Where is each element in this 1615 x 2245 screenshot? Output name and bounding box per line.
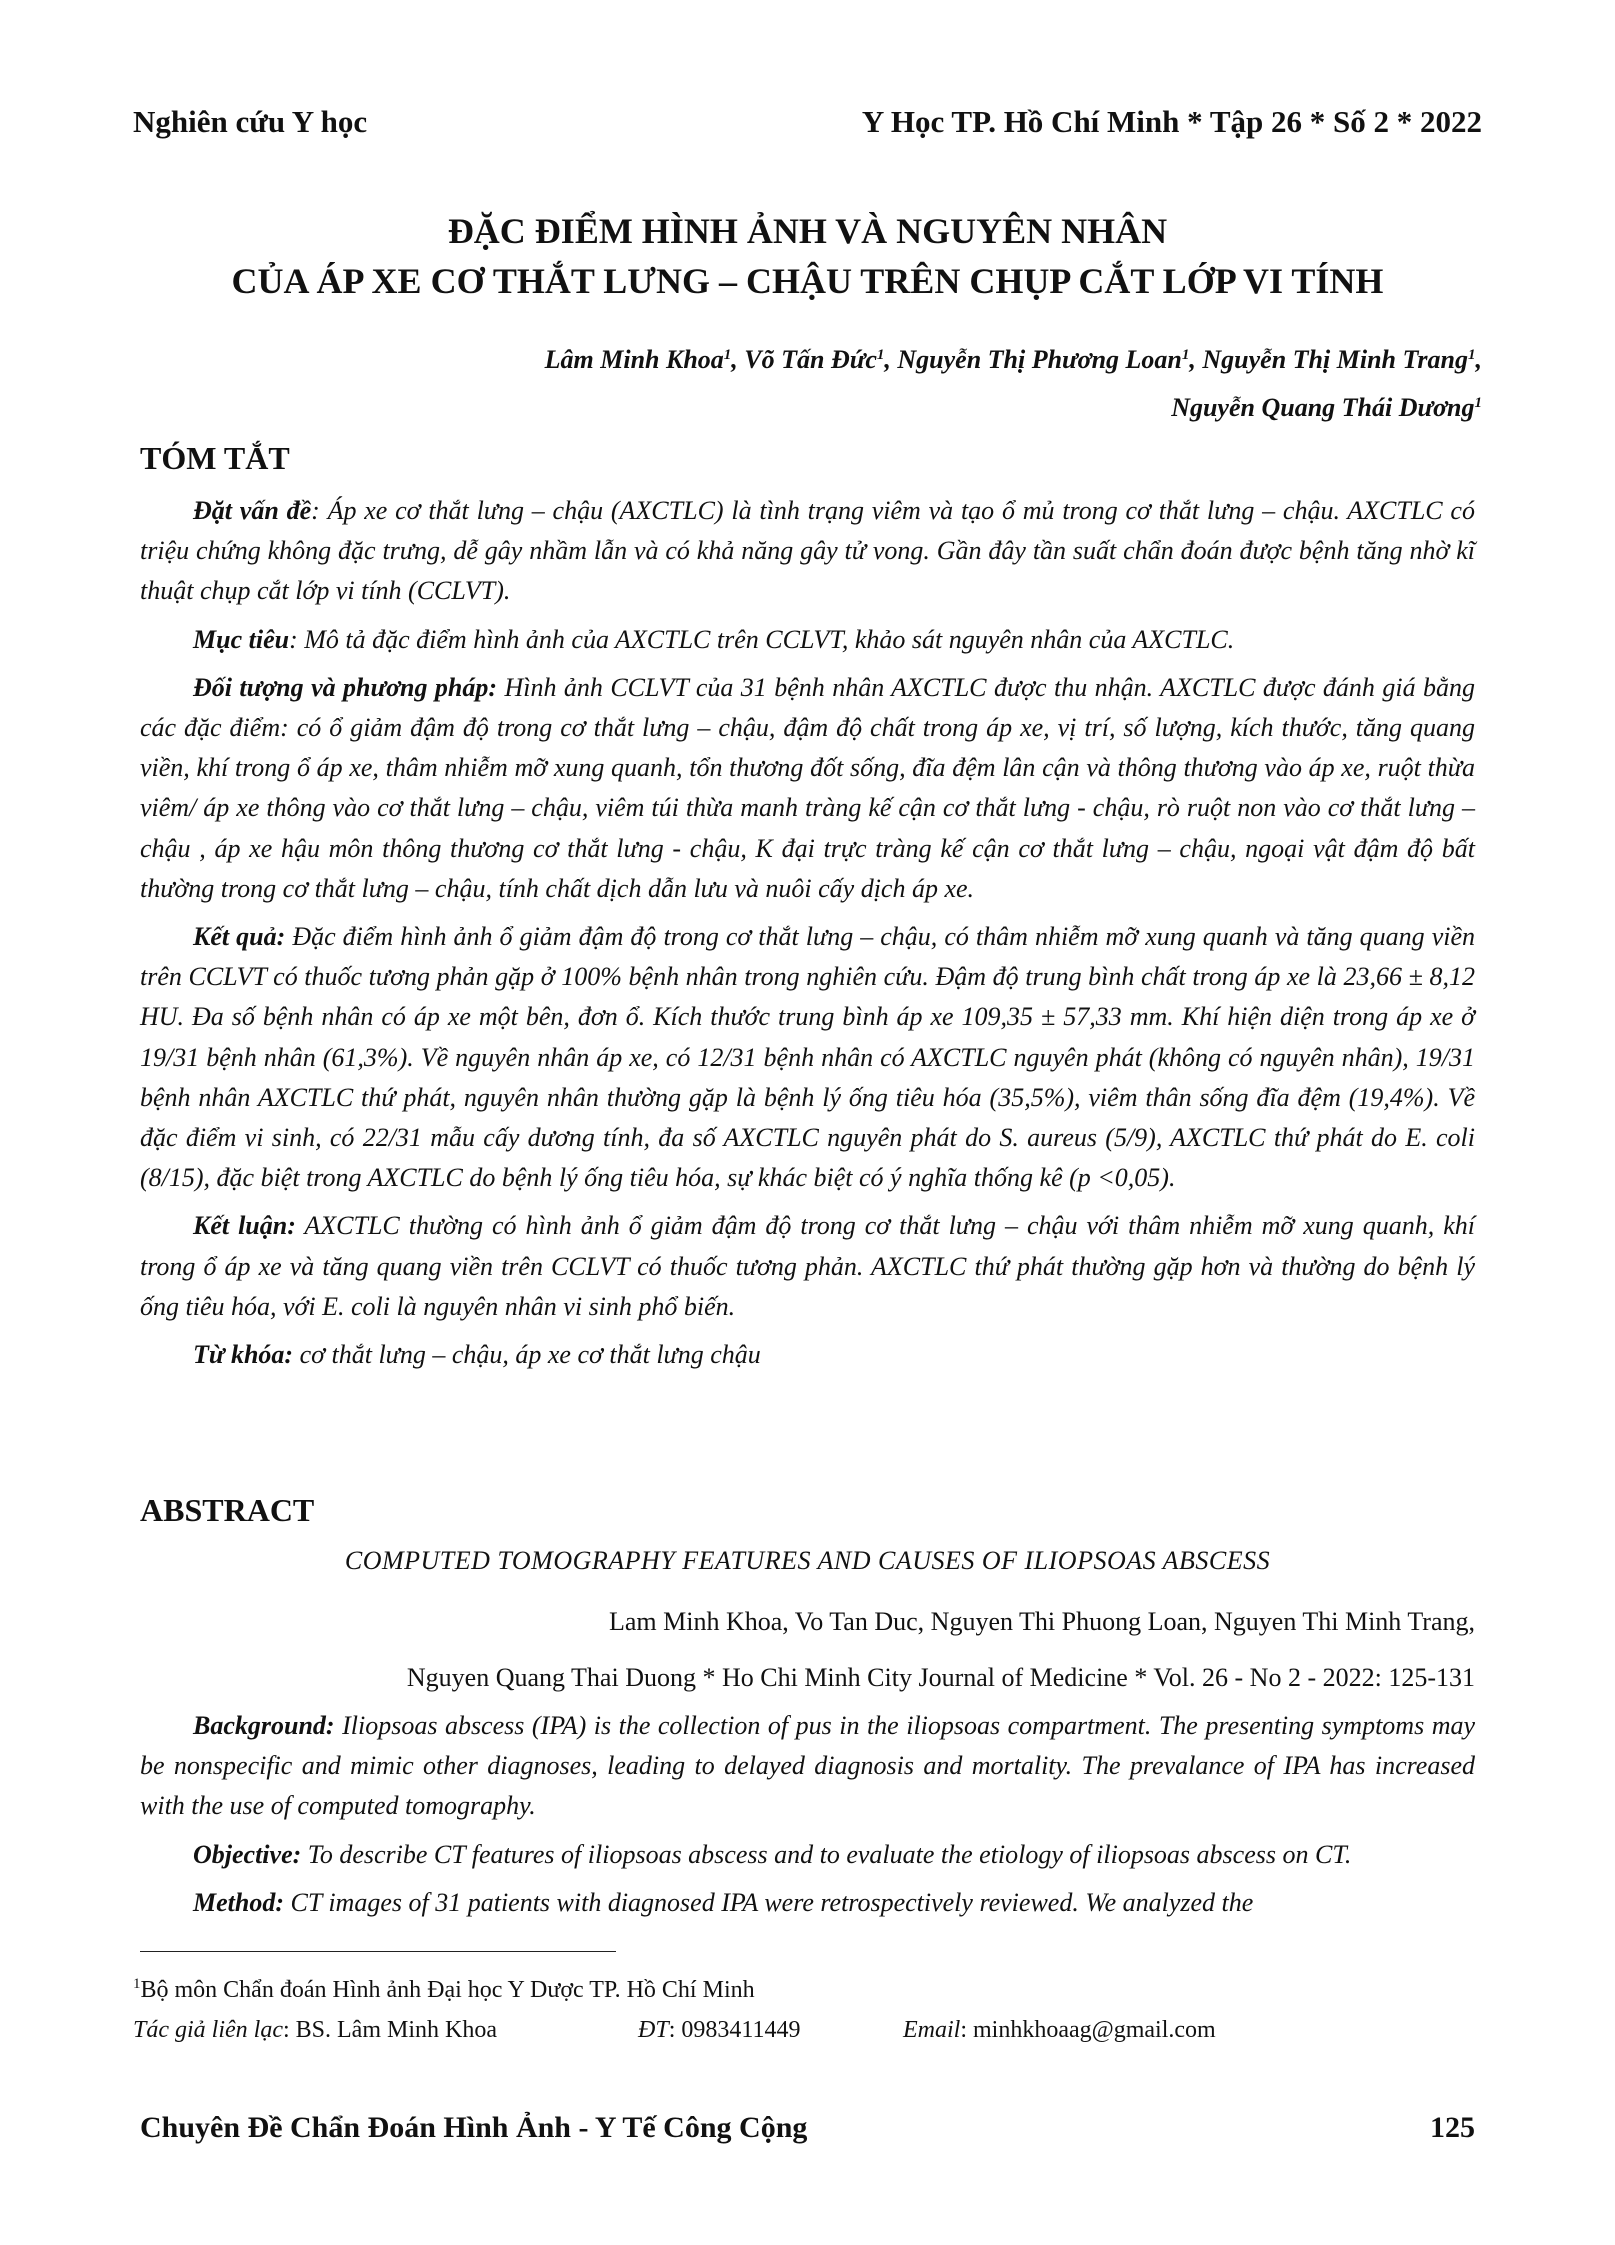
author-line-1 [282,336,1482,384]
paragraph-label: Từ khóa: [193,1340,294,1370]
paragraph-label: Method: [193,1887,284,1917]
english-author-citation [175,1594,1475,1706]
paragraph-text: AXCTLC thường có hình ảnh ổ giảm đậm độ trong cơ thắt lưng – chậu với thâm nhiễm mỡ xung quanh, khí trong ổ áp xe và tăng quang viền trên CCLVT có thuốc tương phản. AXCTLC thứ phát thường gặp hơn và thường do bệnh lý ống tiêu hóa, với E. coli là nguyên nhân vi sinh phổ biến. [140,1211,1475,1321]
affiliation-line [133,1970,1482,2010]
paragraph-text: Đặc điểm hình ảnh ổ giảm đậm độ trong cơ thắt lưng – chậu, có thâm nhiễm mỡ xung quanh và tăng quang viền trên CCLVT có thuốc tương phản gặp ở 100% bệnh nhân trong nghiên cứu. Đậm độ trung bình chất trong áp xe là 23,66 ± 8,12 HU. Đa số bệnh nhân có áp xe một bên, đơn ổ. Kích thước trung bình áp xe 109,35 ± 57,33 mm. Khí hiện diện trong áp xe ở 19/31 bệnh nhân (61,3%). Về nguyên nhân áp xe, có 12/31 bệnh nhân có AXCTLC nguyên phát (không có nguyên nhân), 19/31 bệnh nhân AXCTLC thứ phát, nguyên nhân thường gặp là bệnh lý ống tiêu hóa (35,5%), viêm thân sống đĩa đệm (19,4%). Về đặc điểm vi sinh, có 22/31 mẫu cấy dương tính, đa số AXCTLC nguyên phát do S. aureus (5/9), AXCTLC thứ phát do E. coli (8/15), đặc biệt trong AXCTLC do bệnh lý ống tiêu hóa, sự khác biệt có ý nghĩa thống kê (p <0,05). [140,922,1475,1193]
footnote-divider [140,1951,616,1952]
contact-author [133,2010,497,2050]
section-heading-abstract: ABSTRACT [140,1492,315,1528]
abstract-paragraph [140,491,1475,612]
abstract-body [140,1706,1475,1931]
contact-value: : BS. Lâm Minh Khoa [282,2017,497,2043]
author-separator: , [1189,345,1203,374]
author-separator: , [1475,345,1482,374]
author-name: Nguyễn Quang Thái Dương [1171,393,1475,422]
author-affiliation-mark: 1 [1474,395,1482,411]
paragraph-text: To describe CT features of iliopsoas abscess and to evaluate the etiology of iliopsoas abscess on CT. [307,1839,1352,1869]
paragraph-text: cơ thắt lưng – chậu, áp xe cơ thắt lưng chậu [299,1340,761,1370]
author-line-2 [282,384,1482,432]
paragraph-label-separator: : [289,624,305,654]
paragraph-text: Hình ảnh CCLVT của 31 bệnh nhân AXCTLC được thu nhận. AXCTLC được đánh giá bằng các đặc điểm: có ổ giảm đậm độ trong cơ thắt lưng – chậu, đậm độ chất trong áp xe, vị trí, số lượng, kích thước, tăng quang viền, khí trong ổ áp xe, thâm nhiễm mỡ xung quanh, tổn thương đốt sống, đĩa đệm lân cận và thông thương vào áp xe, ruột thừa viêm/ áp xe thông vào cơ thắt lưng – chậu, viêm túi thừa manh tràng kế cận cơ thắt lưng - chậu, rò ruột non vào cơ thắt lưng – chậu , áp xe hậu môn thông thương cơ thắt lưng - chậu, K đại trực tràng kế cận cơ thắt lưng – chậu, ngoại vật đậm độ bất thường trong cơ thắt lưng – chậu, tính chất dịch dẫn lưu và nuôi cấy dịch áp xe. [140,672,1475,903]
abstract-paragraph [140,620,1475,660]
paragraph-label: Kết luận: [193,1211,296,1241]
keywords-paragraph [140,1335,1475,1375]
author-separator: , [884,345,898,374]
paragraph-label: Đối tượng và phương pháp: [193,672,498,702]
paragraph-label: Đặt vấn đề [193,496,312,525]
contact-label: Tác giả liên lạc [133,2017,283,2043]
paragraph-text: CT images of 31 patients with diagnosed IPA were retrospectively reviewed. We analyzed the [290,1887,1254,1917]
author-name: Võ Tấn Đức [744,345,877,374]
article-title-line1: ĐẶC ĐIỂM HÌNH ẢNH VÀ NGUYÊN NHÂN [447,211,1168,251]
email-value: : minhkhoaag@gmail.com [960,2017,1216,2043]
author-affiliation-mark: 1 [876,347,885,363]
contact-phone [638,2010,800,2050]
paragraph-label: Kết quả: [193,922,286,952]
english-authors-line1: Lam Minh Khoa, Vo Tan Duc, Nguyen Thi Phuong Loan, Nguyen Thi Minh Trang, [608,1607,1475,1636]
abstract-paragraph [140,1706,1475,1827]
paragraph-text: Iliopsoas abscess (IPA) is the collection of pus in the iliopsoas compartment. The presenting symptoms may be nonspecific and mimic other diagnoses, leading to delayed diagnosis and mortality. The prevalance of IPA has increased with the use of computed tomography. [140,1711,1476,1821]
running-header-section: Nghiên cứu Y học [133,104,368,139]
paragraph-label: Mục tiêu [193,624,290,654]
contact-line [133,2010,1482,2050]
paragraph-text: Mô tả đặc điểm hình ảnh của AXCTLC trên CCLVT, khảo sát nguyên nhân của AXCTLC. [304,624,1235,654]
section-heading-tomtat: TÓM TẮT [140,440,290,476]
abstract-paragraph [140,1835,1475,1875]
paragraph-text: Áp xe cơ thắt lưng – chậu (AXCTLC) là tình trạng viêm và tạo ổ mủ trong cơ thắt lưng – chậu. AXCTLC có triệu chứng không đặc trưng, dễ gây nhầm lẫn và có khả năng gây tử vong. Gần đây tần suất chẩn đoán được bệnh tăng nhờ kĩ thuật chụp cắt lớp vi tính (CCLVT). [140,496,1475,606]
abstract-paragraph [140,917,1475,1198]
author-list [282,336,1482,432]
paragraph-label-separator: : [311,496,328,525]
running-header-journal: Y Học TP. Hồ Chí Minh * Tập 26 * Số 2 * 2022 [861,104,1482,139]
author-affiliation-mark: 1 [723,347,732,363]
paragraph-label: Objective: [193,1839,302,1869]
english-authors-line2: Nguyen Quang Thai Duong * Ho Chi Minh City Journal of Medicine * Vol. 26 - No 2 - 2022: 125-131 [406,1663,1475,1692]
paragraph-label: Background: [193,1711,335,1740]
author-affiliation-mark: 1 [1181,347,1190,363]
affiliation-text: Bộ môn Chẩn đoán Hình ảnh Đại học Y Dược TP. Hồ Chí Minh [140,1977,755,2003]
author-name: Nguyễn Thị Minh Trang [1202,345,1468,374]
running-footer-issue: Chuyên Đề Chẩn Đoán Hình Ảnh - Y Tế Công Cộng [140,2111,808,2144]
tomtat-body [140,491,1475,1383]
phone-label: ĐT [638,2017,669,2043]
abstract-paragraph [140,1206,1475,1327]
article-title-line2: CỦA ÁP XE CƠ THẮT LƯNG – CHẬU TRÊN CHỤP CẮT LỚP VI TÍNH [231,261,1384,301]
footnote [133,1970,1482,2050]
author-name: Nguyễn Thị Phương Loan [897,345,1182,374]
author-name: Lâm Minh Khoa [544,345,724,374]
affiliation-mark: 1 [133,1976,141,1992]
email-label: Email [903,2017,961,2043]
article-title [133,206,1482,306]
author-separator: , [731,345,745,374]
contact-email [903,2010,1216,2050]
page-number: 125 [1430,2111,1475,2144]
abstract-paragraph [140,668,1475,909]
english-title: COMPUTED TOMOGRAPHY FEATURES AND CAUSES OF ILIOPSOAS ABSCESS [344,1546,1271,1575]
phone-value: : 0983411449 [668,2017,801,2043]
abstract-paragraph [140,1883,1475,1923]
author-affiliation-mark: 1 [1468,347,1476,363]
paragraph-label-separator [335,1711,343,1740]
